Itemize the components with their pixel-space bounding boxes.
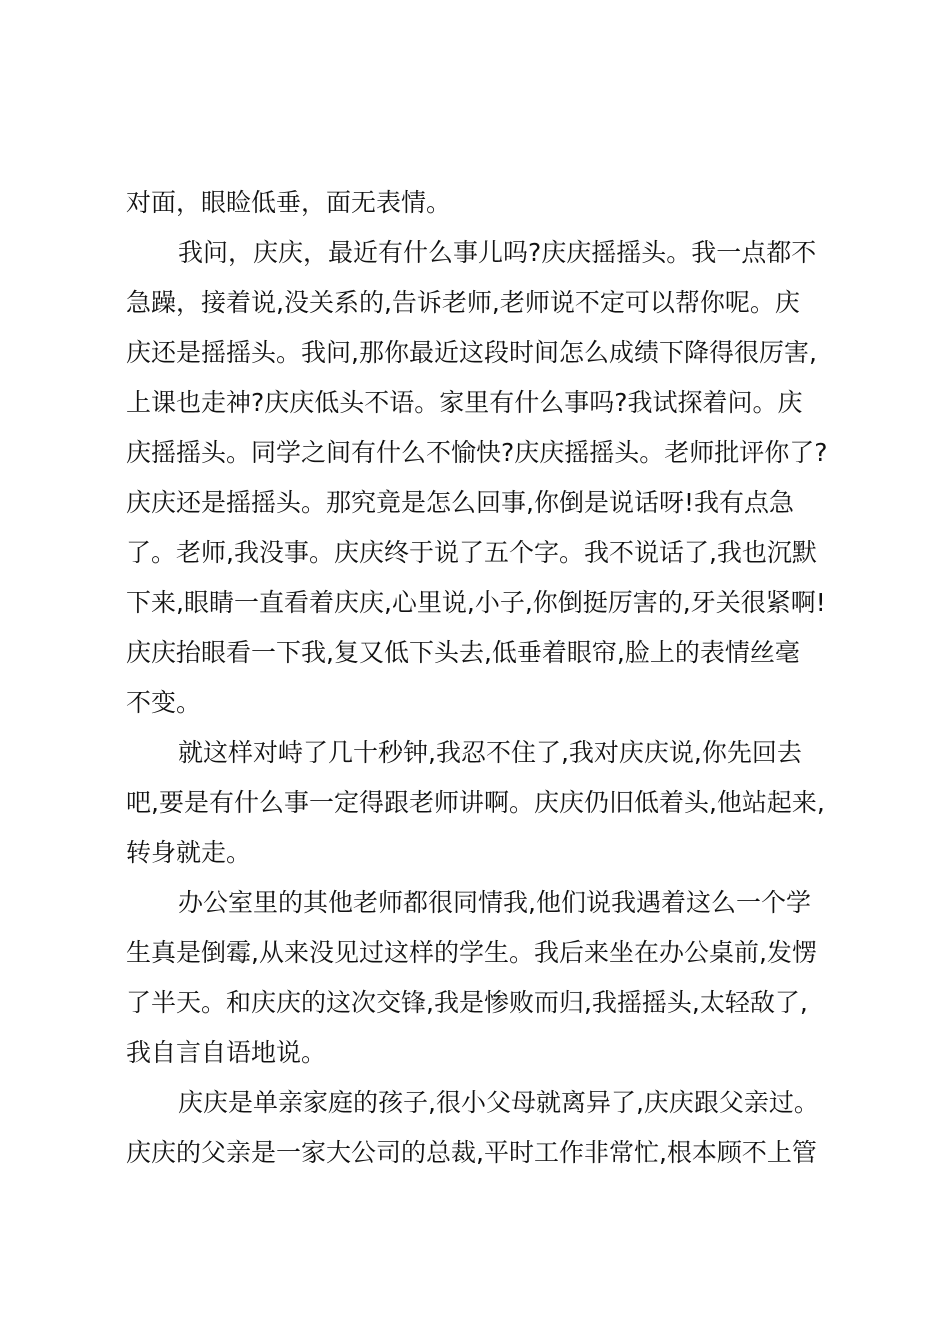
- text-line: 庆摇摇头。同学之间有什么不愉快?庆庆摇摇头。老师批评你了?: [126, 438, 828, 467]
- text-line: 我自言自语地说。: [126, 1038, 327, 1067]
- text-line: 吧,要是有什么事一定得跟老师讲啊。庆庆仍旧低着头,他站起来,: [126, 788, 825, 817]
- article-text: [126, 178, 846, 1178]
- text-line: 下来,眼睛一直看着庆庆,心里说,小子,你倒挺厉害的,牙关很紧啊!: [126, 588, 826, 617]
- text-line: 转身就走。: [126, 838, 252, 867]
- text-line: 了。老师,我没事。庆庆终于说了五个字。我不说话了,我也沉默: [126, 538, 817, 567]
- paragraph-start-line: 庆庆是单亲家庭的孩子,很小父母就离异了,庆庆跟父亲过。: [178, 1088, 819, 1117]
- text-line: 生真是倒霉,从来没见过这样的学生。我后来坐在办公桌前,发愣: [126, 938, 817, 967]
- text-line: 庆庆抬眼看一下我,复又低下头去,低垂着眼帘,脸上的表情丝毫: [126, 638, 800, 667]
- text-line: 庆还是摇摇头。我问,那你最近这段时间怎么成绩下降得很厉害,: [126, 338, 817, 367]
- text-line: 不变。: [126, 688, 202, 717]
- text-line: 上课也走神?庆庆低头不语。家里有什么事吗?我试探着问。庆: [126, 388, 803, 417]
- text-line: 对面，眼睑低垂，面无表情。: [126, 188, 452, 217]
- text-line: 了半天。和庆庆的这次交锋,我是惨败而归,我摇摇头,太轻敌了,: [126, 988, 808, 1017]
- text-line: 庆庆的父亲是一家大公司的总裁,平时工作非常忙,根本顾不上管: [126, 1138, 817, 1167]
- text-line: 庆庆还是摇摇头。那究竟是怎么回事,你倒是说话呀!我有点急: [126, 488, 794, 517]
- paragraph-start-line: 就这样对峙了几十秒钟,我忍不住了,我对庆庆说,你先回去: [178, 738, 802, 767]
- paragraph-start-line: 我问，庆庆，最近有什么事儿吗?庆庆摇摇头。我一点都不: [178, 238, 817, 267]
- text-line: 急躁，接着说,没关系的,告诉老师,老师说不定可以帮你呢。庆: [126, 288, 800, 317]
- paragraph-start-line: 办公室里的其他老师都很同情我,他们说我遇着这么一个学: [178, 888, 811, 917]
